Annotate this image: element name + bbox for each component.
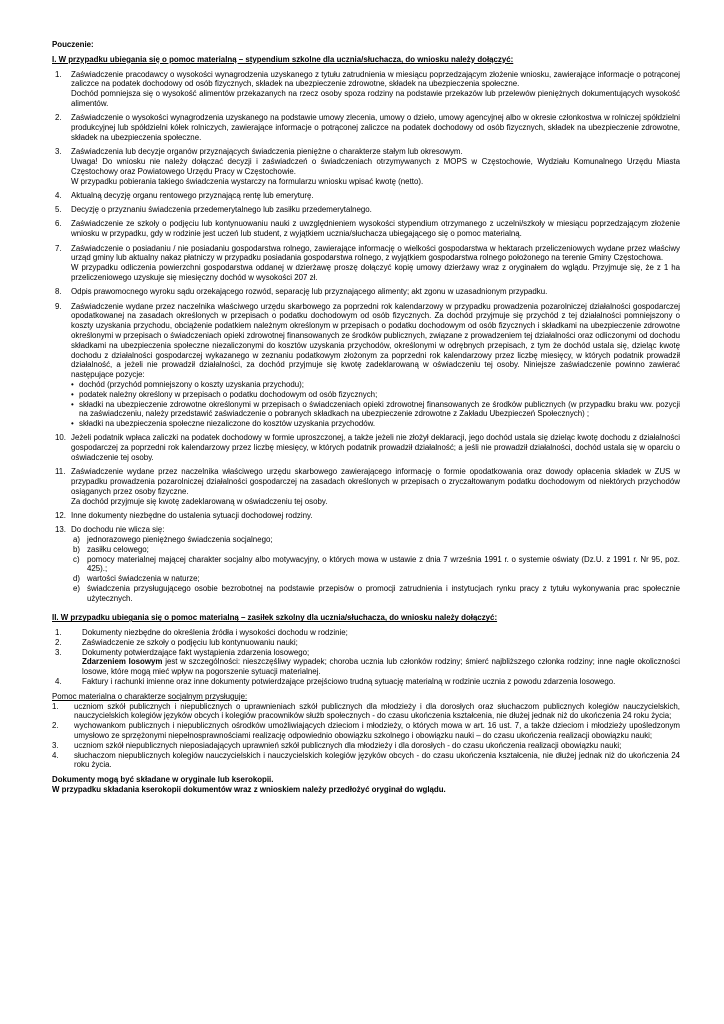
item-number: 4. [52, 750, 59, 760]
item-number: 3. [55, 647, 62, 657]
item-text: Dokumenty potwierdzające fakt wystąpienia zdarzenia losowego; [82, 647, 310, 657]
item-paragraph: Inne dokumenty niezbędne do ustalenia sytuacji dochodowej rodziny. [71, 510, 313, 520]
sub-letter: b) [73, 544, 81, 554]
item-body [71, 147, 680, 186]
item-number: 4. [55, 676, 62, 686]
footer-line2: W przypadku składania kserokopii dokumentów wraz z wnioskiem należy przedłożyć oryginał do wglądu. [52, 784, 446, 794]
item-text: wychowankom publicznych i niepublicznych ośrodków umożliwiających dzieciom i młodzieży, o których mowa w art. 16 ust. 7, a także dzieciom i młodzieży upośledzonym umysłowo ze sprzężonymi niepełnosprawnościami realizację odpowiednio obowiązku szkolnego i obowiązku nauki – do czasu ukończenia realizacji obowiązku nauki; [74, 721, 680, 740]
list-item [52, 677, 680, 687]
item-paragraph: Jeżeli podatnik wpłaca zaliczki na podatek dochodowy w formie uproszczonej, a także jeżeli nie złożył deklaracji, jego dochód ustala się dzieląc kwotę dochodu z działalności gospodarczej za poprzedni rok kalendarzowy przez liczbę miesięcy, w których podatnik prowadził działalność; a jeśli nie prowadził działalności, dochód ustala się w oparciu o oświadczenie tej osoby. [71, 433, 680, 462]
bullet-item [71, 419, 680, 429]
item-paragraph: Zaświadczenie ze szkoły o podjęciu lub kontynuowaniu nauki z uwzględnieniem wysokości stypendium otrzymanego z uczelni/szkoły w miesiącu poprzedzającym złożenie wniosku w przypadku, gdy w rodzinie jest uczeń lub student, z wyjątkiem ucznia/słuchacza ubiegającego się o pomoc materialną. [71, 219, 680, 239]
item-number: 1. [52, 701, 59, 711]
item-number: 3. [52, 740, 59, 750]
section2-list [52, 628, 680, 687]
item-body [71, 287, 680, 297]
item-number: 4. [55, 190, 62, 200]
section3-list [52, 702, 680, 771]
bullet-text: podatek należny określony w przepisach o podatku dochodowym od osób fizycznych; [79, 389, 378, 399]
bullet-icon: • [71, 419, 74, 429]
bullet-text: składki na ubezpieczenie zdrowotne określonymi w przepisach o świadczeniach opieki zdrowotnej finansowanych ze środków publicznych (w przypadku braku ww. pozycji na zaświadczeniu, należy przedstawić zaświadczenie o pobranych składkach na ubezpieczenie zdrowotne z Zakładu Ubezpieczeń Społecznych) ; [79, 399, 680, 419]
item-body [82, 648, 680, 677]
bullet-text: dochód (przychód pomniejszony o koszty uzyskania przychodu); [79, 379, 304, 389]
list-item [52, 433, 680, 462]
list-item [52, 147, 680, 186]
bullet-item [71, 400, 680, 420]
sub-text: świadczenia przysługującego osobie bezrobotnej na podstawie przepisów o promocji zatrudnienia i instytucjach rynku pracy z tytułu wykonywania prac społecznie użytecznych. [87, 584, 680, 603]
item-paragraph: Zaświadczenia lub decyzje organów przyznających świadczenia pieniężne o charakterze stałym lub okresowym. [71, 147, 463, 157]
item-paragraph: Uwaga! Do wniosku nie należy dołączać decyzji i zaświadczeń o świadczeniach otrzymywanych z MOPS w Częstochowie, Wydziału Komunalnego Urzędu Miasta Częstochowy oraz Powiatowego Urzędu Pracy w Częstochowie. [71, 156, 680, 176]
bullet-item [71, 380, 680, 390]
section2-title: II. W przypadku ubiegania się o pomoc materialną – zasiłek szkolny dla ucznia/słuchacza, do wniosku należy dołączyć: [52, 613, 498, 623]
item-body [71, 244, 680, 283]
item-body [71, 113, 680, 142]
item-text: uczniom szkół publicznych i niepublicznych o uprawnieniach szkół publicznych dla młodzieży i dla dorosłych oraz słuchaczom publicznych kolegiów nauczycielskich, nauczycielskich kolegiów języków obcych i kolegiów pracowników służb społecznych - do czasu ukończenia kształcenia, nie dłużej jednak niż do ukończenia 24 roku życia; [74, 701, 680, 721]
sub-letter: a) [73, 535, 81, 545]
item-number: 10. [55, 433, 66, 443]
item-text: słuchaczom niepublicznych kolegiów nauczycielskich i nauczycielskich kolegiów języków obcych - do czasu ukończenia kształcenia, nie dłużej jednak niż do ukończenia 24 roku życia. [74, 750, 680, 770]
heading: Pouczenie: [52, 40, 94, 49]
list-item [52, 741, 680, 751]
item-paragraph: W przypadku odliczenia powierzchni gospodarstwa oddanej w dzierżawę proszę dołączyć kopię umowy dzierżawy wraz z oryginałem do wglądu. Przyjmuje się, że z 1 ha przeliczeniowego uzyskuje się miesięczny dochód w wysokości 207 zł. [71, 263, 680, 282]
sub-item [71, 545, 680, 555]
item-body [71, 70, 680, 109]
item-text: Faktury i rachunki imienne oraz inne dokumenty potwierdzające przejściowo trudną sytuację materialną w rodzinie ucznia z powodu zdarzenia losowego. [82, 676, 616, 686]
item-paragraph: Odpis prawomocnego wyroku sądu orzekającego rozwód, separację lub przyznającego alimenty; akt zgonu w uzasadnionym przypadku. [71, 287, 548, 297]
extra-text: jest w szczególności: nieszczęśliwy wypadek; choroba ucznia lub członków rodziny; śmierć najbliższego członka rodziny; inne nagłe okoliczności losowe, które mogą mieć wpływ na pogorszenie sytuacji materialnej. [82, 657, 680, 677]
item-extra [82, 657, 680, 677]
list-item [52, 511, 680, 521]
sub-text: pomocy materialnej mającej charakter socjalny albo motywacyjny, o których mowa w ustawie z dnia 7 września 1991 r. o systemie oświaty (Dz.U. z 1991 r. Nr 95, poz. 425).; [87, 554, 680, 574]
section1-title: I. W przypadku ubiegania się o pomoc materialną – stypendium szkolne dla ucznia/słuchacza, do wniosku należy dołączyć: [52, 54, 514, 64]
list-item [52, 721, 680, 741]
list-item [52, 205, 680, 215]
item-body [71, 525, 680, 603]
item-body [71, 433, 680, 462]
item-body [71, 467, 680, 506]
sub-text: jednorazowego pieniężnego świadczenia socjalnego; [87, 535, 273, 545]
list-item [52, 648, 680, 677]
sub-letter: e) [73, 584, 81, 594]
list-item [52, 113, 680, 142]
list-item [52, 751, 680, 771]
sub-item [71, 584, 680, 604]
extra-bold: Zdarzeniem losowym [82, 657, 163, 667]
item-number: 12. [55, 510, 66, 520]
list-item [52, 70, 680, 109]
item-paragraph: Do dochodu nie wlicza się: [71, 525, 165, 535]
item-number: 6. [55, 219, 62, 229]
item-number: 2. [52, 721, 59, 731]
item-paragraph: Za dochód przyjmuje się kwotę zadeklarowaną w oświadczeniu tej osoby. [71, 496, 328, 506]
item-number: 7. [55, 243, 62, 253]
item-body [82, 638, 680, 648]
item-paragraph: Zaświadczenie wydane przez naczelnika właściwego urzędu skarbowego za poprzedni rok kalendarzowy w przypadku prowadzenia pozarolniczej działalności gospodarczej opodatkowanej na zasadach określonych w przepisach o podatku dochodowym od osób fizycznych. Za dochód przyjmuje się przychód z tej działalności pomniejszony o koszty uzyskania przychodu, obciążenie podatkiem należnym określonym w przepisach o podatku dochodowym od osób fizycznych i składkami na ubezpieczenie zdrowotne określonymi w przepisach o świadczeniach opieki zdrowotnej finansowanych ze środków publicznych, związane z prowadzeniem tej działalności oraz odliczonymi od dochodu składkami na ubezpieczenia społeczne niezaliczonymi do kosztów uzyskania przychodów, określonymi w odrębnych przepisach, z tym że dochód ustala się, dzieląc kwotę dochodu z działalności gospodarczej wykazanego w zeznaniu podatkowym złożonym za poprzedni rok kalendarzowy przez liczbę miesięcy, w których podatnik prowadził działalność, a jeżeli nie prowadził działalności, za dochód przyjmuje się kwotę zadeklarowaną w oświadczeniu tej osoby. Niniejsze zaświadczenie powinno zawierać następujące pozycje: [71, 301, 680, 380]
bullet-item [71, 390, 680, 400]
list-item [52, 244, 680, 283]
item-number: 2. [55, 113, 62, 123]
bullet-icon: • [71, 379, 74, 389]
bullet-icon: • [71, 389, 74, 399]
list-item [52, 219, 680, 239]
list-item [52, 702, 680, 722]
item-body [71, 219, 680, 239]
item-paragraph: Zaświadczenie o wysokości wynagrodzenia uzyskanego na podstawie umowy zlecenia, umowy o dzieło, umowy agencyjnej albo w okresie członkostwa w rolniczej spółdzielni produkcyjnej lub spółdzielni kółek rolniczych, zawierające informacje o potrąconej zaliczce na podatek dochodowy od osób fizycznych, składek na ubezpieczenie zdrowotne, składek na ubezpieczenia społeczne. [71, 113, 680, 142]
sub-letter: c) [73, 554, 80, 564]
item-number: 9. [55, 301, 62, 311]
item-paragraph: Zaświadczenie o posiadaniu / nie posiadaniu gospodarstwa rolnego, zawierające informację o wielkości gospodarstwa w hektarach przeliczeniowych wydane przez właściwy urząd gminy lub aktualny nakaz płatniczy w przypadku posiadania gospodarstwa rolnego, z wyjątkiem gospodarstwa rolnego położonego na terenie Gminy Częstochowa. [71, 243, 680, 263]
item-body [71, 191, 680, 201]
item-paragraph: Dochód pomniejsza się o wysokość alimentów przekazanych na rzecz osoby spoza rodziny na podstawie przekazów lub przelewów pieniężnych dokumentujących wysokość alimentów. [71, 89, 680, 108]
list-item [52, 638, 680, 648]
item-body [82, 677, 680, 687]
sub-text: wartości świadczenia w naturze; [87, 574, 200, 584]
list-item [52, 287, 680, 297]
list-item [52, 191, 680, 201]
section3-title: Pomoc materialna o charakterze socjalnym przysługuje: [52, 691, 248, 701]
section1-list [52, 70, 680, 604]
item-number: 1. [55, 69, 62, 79]
item-body [71, 511, 680, 521]
document-page [52, 40, 680, 795]
bullet-text: składki na ubezpieczenia społeczne niezaliczone do kosztów uzyskania przychodów. [79, 419, 376, 429]
item-paragraph: Zaświadczenie pracodawcy o wysokości wynagrodzenia uzyskanego z tytułu zatrudnienia w miesiącu poprzedzającym złożenie wniosku, zawierające informacje o potrąconej zaliczce na podatek dochodowy od osób fizycznych, składek na ubezpieczenie zdrowotne, składek na ubezpieczenia społeczne. [71, 69, 680, 89]
list-item [52, 525, 680, 603]
item-number: 13. [55, 525, 66, 535]
item-paragraph: W przypadku pobierania takiego świadczenia wystarczy na formularzu wniosku wpisać kwotę (netto). [71, 176, 424, 186]
item-text: uczniom szkół niepublicznych nieposiadających uprawnień szkół publicznych dla młodzieży i dla dorosłych - do czasu ukończenia realizacji obowiązku nauki; [74, 740, 622, 750]
footer-line1: Dokumenty mogą być składane w oryginale lub kserokopii. [52, 775, 274, 785]
item-number: 1. [55, 627, 62, 637]
sub-item [71, 535, 680, 545]
item-paragraph: Decyzję o przyznaniu świadczenia przedemerytalnego lub zasiłku przedemerytalnego. [71, 205, 372, 215]
item-body [71, 205, 680, 215]
item-body [71, 302, 680, 429]
sub-text: zasiłku celowego; [87, 544, 149, 554]
item-body [82, 628, 680, 638]
item-text: Dokumenty niezbędne do określenia źródła i wysokości dochodu w rodzinie; [82, 627, 348, 637]
sub-item [71, 555, 680, 575]
item-number: 11. [55, 467, 66, 477]
item-number: 3. [55, 147, 62, 157]
item-paragraph: Aktualną decyzję organu rentowego przyznającą rentę lub emeryturę. [71, 190, 314, 200]
item-number: 5. [55, 205, 62, 215]
list-item [52, 302, 680, 429]
sub-letter: d) [73, 574, 81, 584]
bullet-icon: • [71, 399, 74, 409]
item-text: Zaświadczenie ze szkoły o podjęciu lub kontynuowaniu nauki; [82, 637, 298, 647]
list-item [52, 628, 680, 638]
list-item [52, 467, 680, 506]
item-number: 8. [55, 287, 62, 297]
sub-item [71, 574, 680, 584]
item-paragraph: Zaświadczenie wydane przez naczelnika właściwego urzędu skarbowego zawierającego informację o formie opodatkowania oraz dowody opłacenia składek w ZUS w przypadku prowadzenia pozarolniczej działalności gospodarczej na zasadach określonych w przepisach o zryczałtowanym podatku dochodowym od niektórych przychodów osiąganych przez osoby fizyczne. [71, 467, 680, 496]
item-number: 2. [55, 637, 62, 647]
